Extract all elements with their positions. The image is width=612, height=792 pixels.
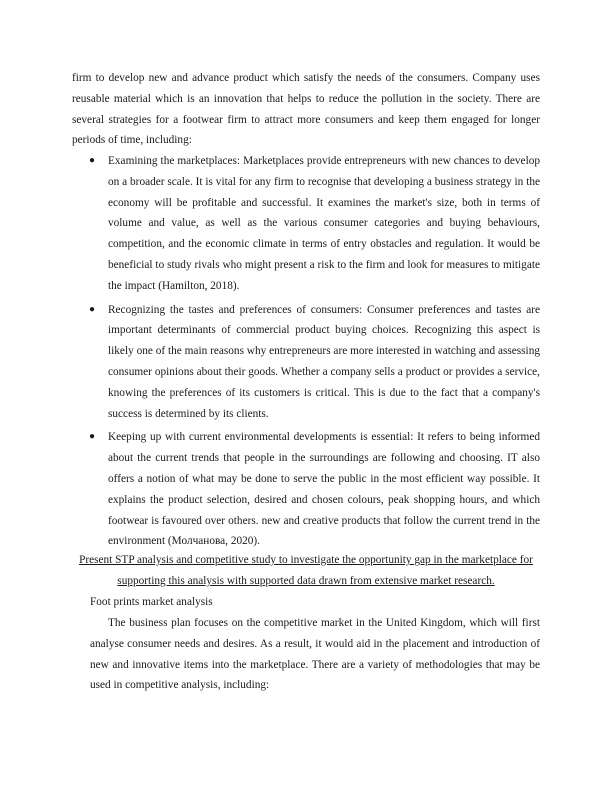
- strategy-bullet-list: [72, 151, 540, 555]
- intro-paragraph: firm to develop new and advance product which satisfy the needs of the consumers. Company uses reusable material which is an innovation that helps to reduce the pollution in the society. There are several strategies for a footwear firm to attract more consumers and keep them engaged for longer periods of time, including:: [72, 72, 540, 147]
- bullet-dot-icon: ●: [89, 155, 96, 166]
- bullet-dot-icon: ●: [89, 303, 96, 315]
- bullet-item-examining-marketplaces: [72, 151, 540, 297]
- bullet-text: Examining the marketplaces: Marketplaces provide entrepreneurs with new chances to develop on a broader scale. It is vital for any firm to recognise that developing a business strategy in the economy will be profitable and successful. It examines the market's size, both in terms of volume and value, as well as the various consumer categories and buying behaviours, competition, and the economic climate in terms of entry obstacles and regulation. It would be beneficial to study rivals who might present a risk to the firm and look for measures to mitigate the impact (Hamilton, 2018).: [108, 155, 540, 292]
- section-heading: Present STP analysis and competitive study to investigate the opportunity gap in the marketplace for supporting this analysis with supported data drawn from extensive market research.: [79, 554, 533, 587]
- bullet-text: Keeping up with current environmental developments is essential: It refers to being informed about the current trends that people in the surroundings are following and choosing. IT also offers a notion of what may be done to serve the public in the most efficient way possible. It explains the product selection, desired and chosen colours, peak shopping hours, and which footwear is favoured over others. new and creative products that follow the current trend in the environment (Молчанова, 2020).: [108, 431, 540, 548]
- bullet-item-consumer-preferences: [72, 300, 540, 425]
- bullet-text: Recognizing the tastes and preferences of consumers: Consumer preferences and tastes are important determinants of commercial product buying choices. Recognizing this aspect is likely one of the main reasons why entrepreneurs are more interested in watching and assessing consumer opinions about their goods. Whether a company sells a product or provides a service, knowing the preferences of its customers is critical. This is due to the fact that a company's success is determined by its clients.: [108, 303, 540, 420]
- bullet-item-environmental-developments: [72, 427, 540, 552]
- body-paragraph: The business plan focuses on the competitive market in the United Kingdom, which will first analyse consumer needs and desires. As a result, it would aid in the placement and introduction of new and innovative items into the marketplace. There are a variety of methodologies that may be used in competitive analysis, including:: [90, 617, 540, 692]
- bullet-dot-icon: ●: [89, 431, 96, 443]
- subheading: Foot prints market analysis: [90, 596, 213, 608]
